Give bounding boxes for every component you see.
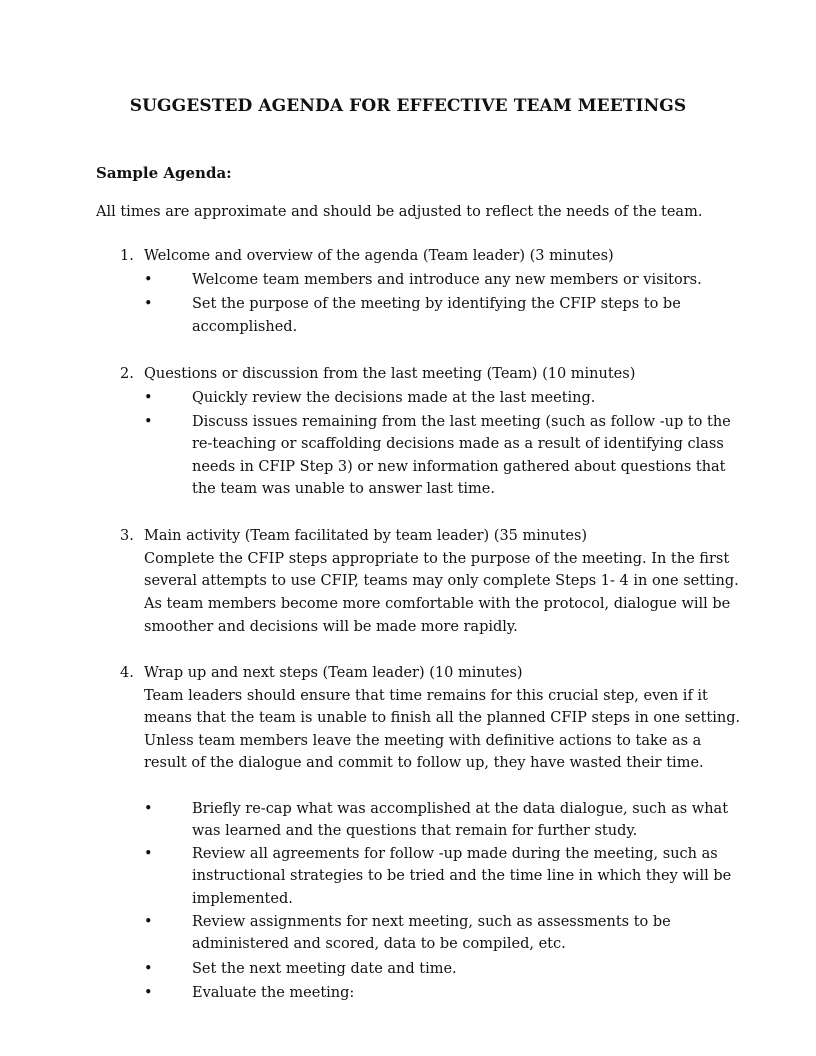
bullet-icon: • (144, 296, 153, 312)
bullet-icon: • (144, 985, 153, 1001)
bullet-icon: • (144, 390, 153, 406)
page-title: SUGGESTED AGENDA FOR EFFECTIVE TEAM MEETINGS (129, 96, 687, 116)
item-title: Welcome and overview of the agenda (Team leader) (3 minutes) (144, 248, 614, 264)
bullet-text: Review assignments for next meeting, such as assessments to be (192, 914, 671, 930)
bullet-icon: • (144, 961, 153, 977)
bullet-icon: • (144, 914, 153, 930)
item-title: Wrap up and next steps (Team leader) (10 minutes) (144, 665, 523, 681)
bullet-text: implemented. (192, 891, 293, 907)
item-title: Main activity (Team facilitated by team leader) (35 minutes) (144, 528, 588, 544)
item-paragraph: Unless team members leave the meeting with definitive actions to take as a (144, 733, 702, 749)
bullet-icon: • (144, 272, 153, 288)
item-paragraph: Team leaders should ensure that time remains for this crucial step, even if it (144, 688, 708, 704)
bullet-text: Review all agreements for follow -up made during the meeting, such as (192, 846, 718, 862)
bullet-text: was learned and the questions that remain for further study. (192, 823, 638, 839)
item-title: Questions or discussion from the last meeting (Team) (10 minutes) (144, 366, 636, 382)
bullet-text: Set the purpose of the meeting by identifying the CFIP steps to be (192, 296, 681, 312)
item-paragraph: As team members become more comfortable with the protocol, dialogue will be (144, 596, 731, 612)
item-paragraph: smoother and decisions will be made more rapidly. (144, 619, 518, 635)
bullet-text: accomplished. (192, 319, 298, 335)
bullet-icon: • (144, 414, 153, 430)
item-number: 3. (120, 528, 134, 544)
item-paragraph: several attempts to use CFIP, teams may only complete Steps 1- 4 in one setting. (144, 573, 739, 589)
bullet-text: re-teaching or scaffolding decisions made as a result of identifying class (192, 436, 724, 452)
bullet-text: instructional strategies to be tried and the time line in which they will be (192, 868, 732, 884)
bullet-text: the team was unable to answer last time. (192, 481, 495, 497)
intro-text: All times are approximate and should be adjusted to reflect the needs of the team. (96, 204, 703, 220)
bullet-text: Briefly re-cap what was accomplished at the data dialogue, such as what (192, 801, 729, 817)
bullet-text: Discuss issues remaining from the last meeting (such as follow -up to the (192, 414, 731, 430)
bullet-text: administered and scored, data to be compiled, etc. (192, 936, 566, 952)
bullet-icon: • (144, 846, 153, 862)
item-paragraph: result of the dialogue and commit to follow up, they have wasted their time. (144, 755, 704, 771)
item-number: 4. (120, 665, 134, 681)
bullet-text: Quickly review the decisions made at the last meeting. (192, 390, 596, 406)
bullet-text: needs in CFIP Step 3) or new information gathered about questions that (192, 459, 726, 475)
item-paragraph: Complete the CFIP steps appropriate to the purpose of the meeting. In the first (144, 551, 730, 567)
bullet-text: Evaluate the meeting: (192, 985, 355, 1001)
item-number: 2. (120, 366, 134, 382)
bullet-text: Set the next meeting date and time. (192, 961, 457, 977)
bullet-text: Welcome team members and introduce any new members or visitors. (192, 272, 702, 288)
item-number: 1. (120, 248, 134, 264)
item-paragraph: means that the team is unable to finish all the planned CFIP steps in one setting. (144, 710, 741, 726)
bullet-icon: • (144, 801, 153, 817)
section-heading: Sample Agenda: (96, 164, 232, 182)
